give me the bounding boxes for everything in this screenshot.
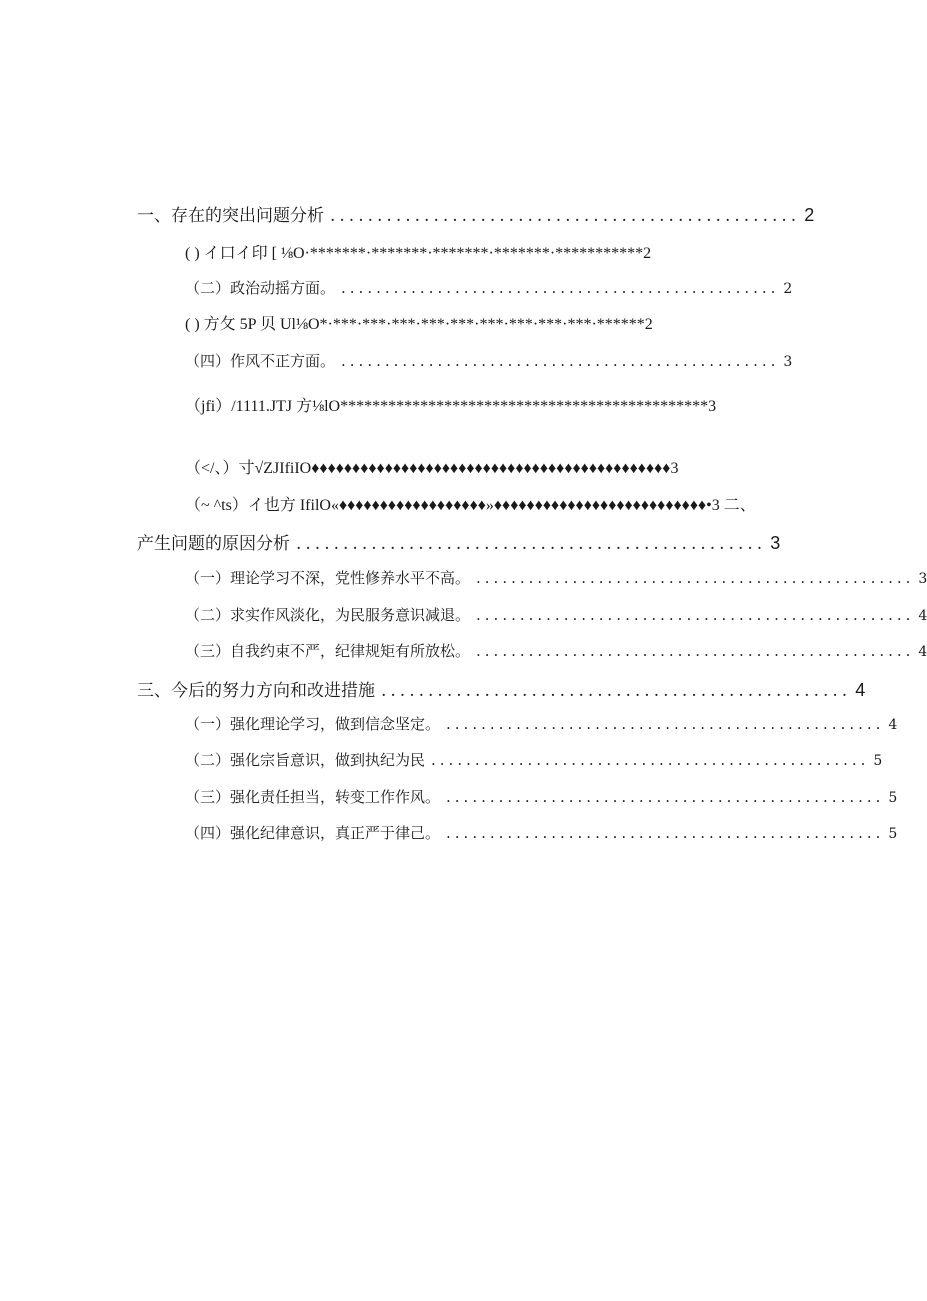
toc-entry-14[interactable] xyxy=(185,713,898,734)
toc-entry-13[interactable] xyxy=(137,676,866,701)
toc-leader-dots: .................................................. xyxy=(381,681,852,701)
toc-page-number: 3 xyxy=(918,571,927,587)
toc-entry-1[interactable] xyxy=(137,201,815,226)
toc-entry-title: （四）作风不正方面。 xyxy=(185,352,336,370)
toc-entry-11[interactable] xyxy=(185,604,927,625)
toc-entry-title: （三）强化责任担当，转变工作作风。 xyxy=(185,788,441,806)
toc-page-number: 3 xyxy=(783,354,793,370)
toc-entry-title: 一、存在的突出问题分析 xyxy=(137,206,324,226)
toc-leader-dots: .................................................. xyxy=(446,715,885,733)
toc-entry-title: （三）自我约束不严，纪律规矩有所放松。 xyxy=(185,642,471,660)
toc-leader-dots: .................................................. xyxy=(476,642,915,660)
toc-entry-17[interactable] xyxy=(185,822,898,843)
toc-entry-title: （一）理论学习不深，党性修养水平不高。 xyxy=(185,569,471,587)
toc-entry-title: （一）强化理论学习，做到信念坚定。 xyxy=(185,715,441,733)
toc-page-number: 2 xyxy=(804,205,815,225)
toc-page-number: 4 xyxy=(918,644,927,660)
toc-entry-16[interactable] xyxy=(185,786,898,807)
toc-page-number: 4 xyxy=(888,717,898,733)
toc-leader-dots: .................................................. xyxy=(296,534,767,554)
toc-leader-dots: .................................................. xyxy=(446,824,885,842)
toc-leader-dots: .................................................. xyxy=(431,751,870,769)
toc-page-number: 2 xyxy=(783,281,793,297)
toc-leader-dots: .................................................. xyxy=(341,279,780,297)
toc-leader-dots: .................................................. xyxy=(476,606,915,624)
toc-page-number: 5 xyxy=(888,826,898,842)
toc-entry-title: （~ ^ts）イ也方 IfilO«♦♦♦♦♦♦♦♦♦♦♦♦♦♦♦♦♦♦»♦♦♦♦♦♦♦♦♦♦♦♦♦♦♦♦♦♦♦♦♦♦♦♦♦♦•3 二、 xyxy=(185,497,756,514)
toc-entry-title: （二）求实作风淡化，为民服务意识减退。 xyxy=(185,606,471,624)
toc-entry-title: 产生问题的原因分析 xyxy=(137,534,290,554)
toc-leader-dots: .................................................. xyxy=(446,788,885,806)
toc-page-number: 4 xyxy=(855,680,866,700)
toc-entry-title: ( ) イ口イ印 [ ⅛O·*******·*******·*******·*******·***********2 xyxy=(185,245,652,262)
toc-entry-8[interactable] xyxy=(185,492,805,515)
toc-page-number: 3 xyxy=(770,533,781,553)
toc-entry-title: ( ) 方攵 5P 贝 Ul⅛O*·***·***·***·***·***·***·***·***·***·******2 xyxy=(185,316,653,333)
toc-page-number: 5 xyxy=(888,790,898,806)
toc-entry-2[interactable] xyxy=(185,240,785,263)
toc-leader-dots: .................................................. xyxy=(330,206,801,226)
toc-entry-title: （jfi）/1111.JTJ 方⅛lO**********************************************3 xyxy=(185,398,717,415)
toc-entry-7[interactable] xyxy=(185,455,785,478)
toc-entry-title: （二）强化宗旨意识，做到执纪为民 xyxy=(185,751,426,769)
toc-entry-4[interactable] xyxy=(185,311,785,334)
toc-entry-title: （四）强化纪律意识，真正严于律己。 xyxy=(185,824,441,842)
toc-leader-dots: .................................................. xyxy=(476,569,915,587)
toc-entry-5[interactable] xyxy=(185,350,793,371)
toc-entry-3[interactable] xyxy=(185,277,793,298)
toc-entry-6[interactable] xyxy=(185,393,785,416)
toc-entry-12[interactable] xyxy=(185,640,927,661)
toc-page-number: 5 xyxy=(873,753,883,769)
toc-leader-dots: .................................................. xyxy=(341,352,780,370)
toc-entry-title: 三、今后的努力方向和改进措施 xyxy=(137,681,375,701)
toc-page-number: 4 xyxy=(918,608,927,624)
toc-entry-10[interactable] xyxy=(185,567,927,588)
toc-entry-title: （二）政治动摇方面。 xyxy=(185,279,336,297)
toc-entry-title: （</、）寸√ZJIfiIO♦♦♦♦♦♦♦♦♦♦♦♦♦♦♦♦♦♦♦♦♦♦♦♦♦♦♦♦♦♦♦♦♦♦♦♦♦♦♦♦♦♦♦♦3 xyxy=(185,460,679,477)
toc-entry-9[interactable] xyxy=(137,529,781,554)
toc-entry-15[interactable] xyxy=(185,749,883,770)
